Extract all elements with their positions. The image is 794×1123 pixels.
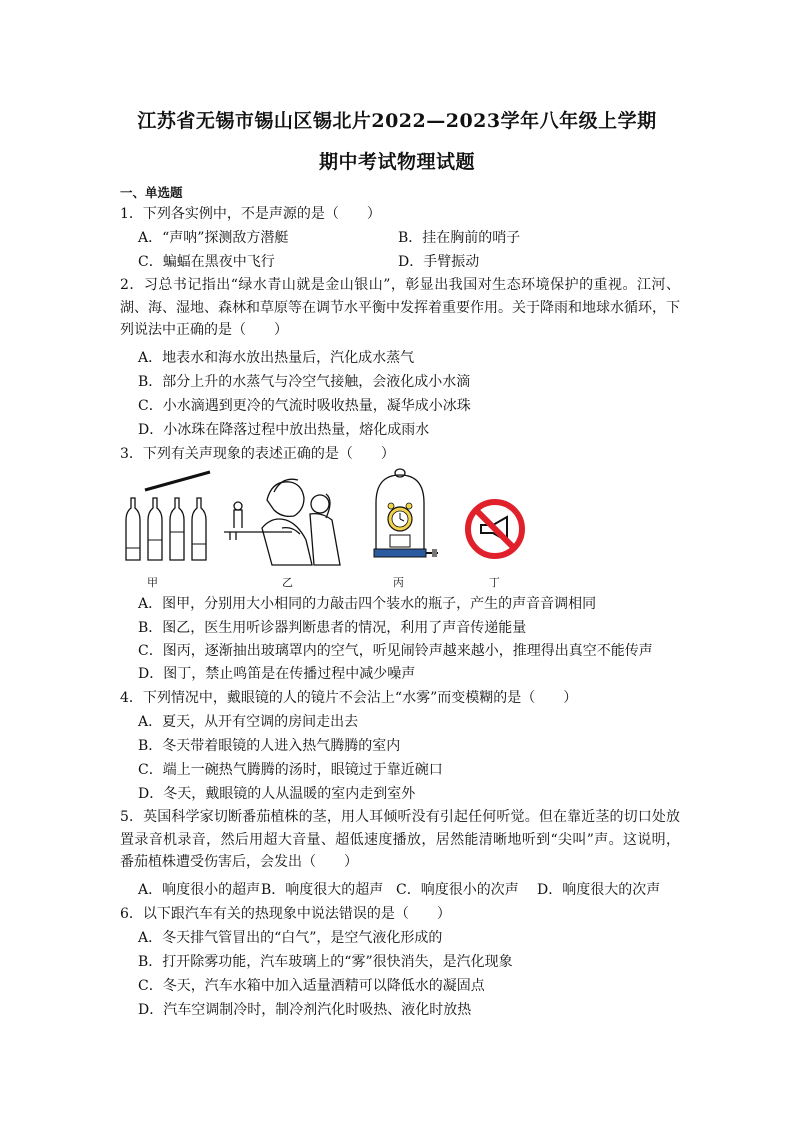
question-1-option-b: B．挂在胸前的哨子 xyxy=(398,230,521,246)
question-5-option-c: C．响度很小的次声 xyxy=(396,882,519,898)
figure-label-jia: 甲 xyxy=(147,576,158,589)
question-3-option-d: D．图丁，禁止鸣笛是在传播过程中减少噪声 xyxy=(138,666,416,682)
section-heading: 一、单选题 xyxy=(120,185,183,200)
question-4-option-b: B．冬天带着眼镜的人进入热气腾腾的室内 xyxy=(138,738,401,754)
exam-title-line-1: 江苏省无锡市锡山区锡北片2022—2023学年八年级上学期 xyxy=(137,110,657,132)
question-3-stem: 3．下列有关声现象的表述正确的是（ ） xyxy=(120,446,395,462)
question-6-option-c: C．冬天，汽车水箱中加入适量酒精可以降低水的凝固点 xyxy=(138,978,485,994)
question-4-option-a: A．夏天，从开有空调的房间走出去 xyxy=(138,714,359,730)
question-6-option-b: B．打开除雾功能，汽车玻璃上的“雾”很快消失，是汽化现象 xyxy=(138,954,513,970)
bottle-4 xyxy=(192,498,206,560)
question-1-option-c: C．蝙蝠在黑夜中飞行 xyxy=(138,254,275,270)
question-5-option-b: B．响度很大的超声 xyxy=(261,882,384,898)
bottle-3 xyxy=(170,498,184,560)
question-4-option-c: C．端上一碗热气腾腾的汤时，眼镜过于靠近碗口 xyxy=(138,762,443,778)
question-6-option-a: A．冬天排气管冒出的“白气”，是空气液化形成的 xyxy=(138,930,443,946)
no-honking-sign-icon xyxy=(463,497,527,561)
question-4-stem: 4．下列情况中，戴眼镜的人的镜片不会沾上“水雾”而变模糊的是（ ） xyxy=(120,690,578,706)
figure-label-bing: 丙 xyxy=(393,576,404,589)
figure-bell-jar-illustration xyxy=(358,465,443,570)
question-2-option-a: A．地表水和海水放出热量后，汽化成水蒸气 xyxy=(138,350,415,366)
question-5-option-d: D．响度很大的次声 xyxy=(537,882,661,898)
vacuum-plate xyxy=(374,549,426,557)
question-2-option-d: D．小冰珠在降落过程中放出热量，熔化成雨水 xyxy=(138,422,430,438)
question-1-option-a: A．“声呐”探测敌方潜艇 xyxy=(138,230,289,246)
bottle-1 xyxy=(126,498,140,560)
question-6-option-d: D．汽车空调制冷时，制冷剂汽化时吸热、液化时放热 xyxy=(138,1002,472,1018)
question-2-stem: 2．习总书记指出“绿水青山就是金山银山”，彰显出我国对生态环境保护的重视。江河、湖、海、湿地、森林和草原等在调节水平衡中发挥着重要作用。关于降雨和地球水循环，下列说法中正确的是（ ） xyxy=(120,277,680,338)
question-3-option-a: A．图甲，分别用大小相同的力敲击四个装水的瓶子，产生的声音音调相同 xyxy=(138,596,597,612)
exam-title-line-2: 期中考试物理试题 xyxy=(318,151,475,173)
question-2-option-b: B．部分上升的水蒸气与冷空气接触，会液化成小水滴 xyxy=(138,374,471,390)
question-1-stem: 1．下列各实例中，不是声源的是（ ） xyxy=(120,206,381,222)
question-5-stem: 5．英国科学家切断番茄植株的茎，用人耳倾听没有引起任何听觉。但在靠近茎的切口处放置录音机录音，然后用超大音量、超低速度播放，居然能清晰地听到“尖叫”声。这说明，番茄植株遭受伤害后，会发出（ ） xyxy=(120,809,680,870)
figure-bottles-illustration xyxy=(120,470,215,570)
figure-doctor-stethoscope-illustration xyxy=(222,470,352,570)
question-5-option-a: A．响度很小的超声 xyxy=(138,882,261,898)
question-6-stem: 6．以下跟汽车有关的热现象中说法错误的是（ ） xyxy=(120,906,451,922)
question-4-option-d: D．冬天，戴眼镜的人从温暖的室内走到室外 xyxy=(138,786,416,802)
question-2-option-c: C．小水滴遇到更冷的气流时吸收热量，凝华成小冰珠 xyxy=(138,398,471,414)
figure-label-ding: 丁 xyxy=(489,576,500,589)
bottle-2 xyxy=(148,498,162,560)
striking-stick xyxy=(145,472,210,490)
figure-label-yi: 乙 xyxy=(282,576,293,589)
question-3-option-b: B．图乙，医生用听诊器判断患者的情况，利用了声音传递能量 xyxy=(138,620,527,636)
question-3-option-c: C．图丙，逐渐抽出玻璃罩内的空气，听见闹铃声越来越小，推理得出真空不能传声 xyxy=(138,643,653,659)
question-1-option-d: D．手臂振动 xyxy=(398,254,480,270)
